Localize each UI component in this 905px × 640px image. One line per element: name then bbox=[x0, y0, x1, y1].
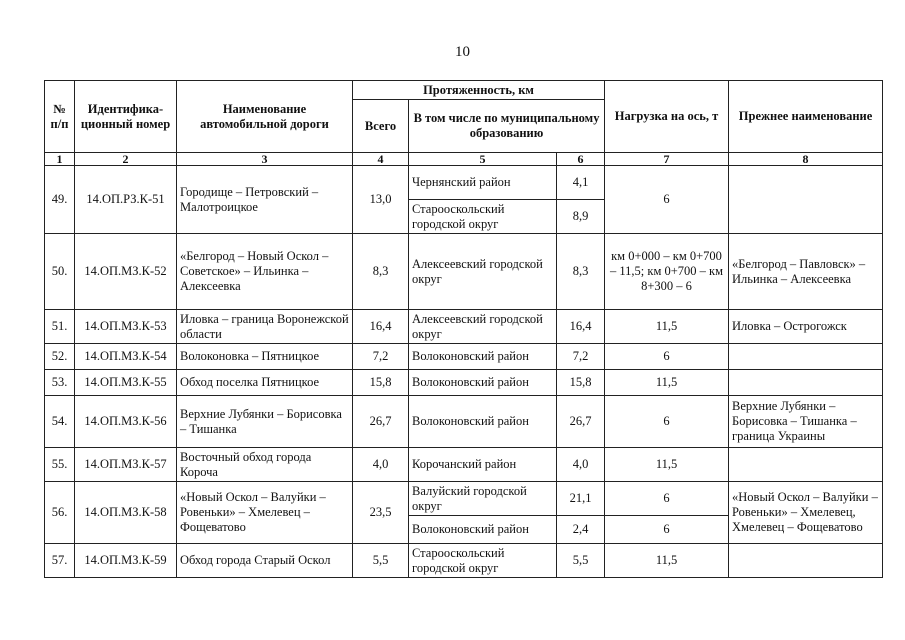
axle-load: 6 bbox=[605, 344, 729, 370]
page-number: 10 bbox=[455, 44, 470, 60]
row-num: 52. bbox=[45, 344, 75, 370]
road-id: 14.ОП.МЗ.К-59 bbox=[75, 544, 177, 578]
municipality: Корочанский район bbox=[409, 448, 557, 482]
municipality: Старооскольский городской округ bbox=[409, 200, 557, 234]
former-name: Верхние Лубянки – Борисовка – Тишанка – граница Украины bbox=[729, 396, 883, 448]
municipality: Чернянский район bbox=[409, 166, 557, 200]
row-num: 55. bbox=[45, 448, 75, 482]
column-number: 3 bbox=[177, 153, 353, 166]
table-row bbox=[45, 396, 883, 448]
header-total: Всего bbox=[353, 100, 409, 153]
column-number-row bbox=[45, 153, 883, 166]
former-name: «Новый Оскол – Валуйки – Ровеньки» – Хмелевец, Хмелевец – Фощеватово bbox=[729, 482, 883, 544]
column-number: 4 bbox=[353, 153, 409, 166]
table-row bbox=[45, 482, 883, 516]
former-name bbox=[729, 344, 883, 370]
municipality-km: 15,8 bbox=[557, 370, 605, 396]
table-row bbox=[45, 448, 883, 482]
municipality: Алексеевский городской округ bbox=[409, 234, 557, 310]
table-row bbox=[45, 544, 883, 578]
header-num: № п/п bbox=[45, 81, 75, 153]
table-row bbox=[45, 344, 883, 370]
length-total: 23,5 bbox=[353, 482, 409, 544]
header-id: Идентифика-ционный номер bbox=[75, 81, 177, 153]
municipality-km: 4,1 bbox=[557, 166, 605, 200]
road-name: «Новый Оскол – Валуйки – Ровеньки» – Хмелевец – Фощеватово bbox=[177, 482, 353, 544]
municipality-km: 2,4 bbox=[557, 516, 605, 544]
road-id: 14.ОП.МЗ.К-57 bbox=[75, 448, 177, 482]
row-num: 57. bbox=[45, 544, 75, 578]
former-name: Иловка – Острогожск bbox=[729, 310, 883, 344]
municipality: Волоконовский район bbox=[409, 344, 557, 370]
length-total: 15,8 bbox=[353, 370, 409, 396]
column-number: 1 bbox=[45, 153, 75, 166]
axle-load: 6 bbox=[605, 482, 729, 516]
length-total: 4,0 bbox=[353, 448, 409, 482]
road-id: 14.ОП.РЗ.К-51 bbox=[75, 166, 177, 234]
column-number: 8 bbox=[729, 153, 883, 166]
municipality-km: 8,3 bbox=[557, 234, 605, 310]
axle-load: 11,5 bbox=[605, 310, 729, 344]
header-load: Нагрузка на ось, т bbox=[605, 81, 729, 153]
municipality: Алексеевский городской округ bbox=[409, 310, 557, 344]
axle-load: 11,5 bbox=[605, 370, 729, 396]
municipality: Валуйский городской округ bbox=[409, 482, 557, 516]
length-total: 16,4 bbox=[353, 310, 409, 344]
road-name: Обход города Старый Оскол bbox=[177, 544, 353, 578]
municipality: Волоконовский район bbox=[409, 516, 557, 544]
former-name: «Белгород – Павловск» – Ильинка – Алексеевка bbox=[729, 234, 883, 310]
road-id: 14.ОП.МЗ.К-54 bbox=[75, 344, 177, 370]
municipality-km: 26,7 bbox=[557, 396, 605, 448]
header-municipal: В том числе по муниципальному образованию bbox=[409, 100, 605, 153]
former-name bbox=[729, 448, 883, 482]
road-name: Восточный обход города Короча bbox=[177, 448, 353, 482]
municipality: Волоконовский район bbox=[409, 396, 557, 448]
former-name bbox=[729, 166, 883, 234]
road-name: Верхние Лубянки – Борисовка – Тишанка bbox=[177, 396, 353, 448]
axle-load: км 0+000 – км 0+700 – 11,5; км 0+700 – км 8+300 – 6 bbox=[605, 234, 729, 310]
road-id: 14.ОП.МЗ.К-52 bbox=[75, 234, 177, 310]
row-num: 56. bbox=[45, 482, 75, 544]
road-id: 14.ОП.МЗ.К-53 bbox=[75, 310, 177, 344]
municipality: Волоконовский район bbox=[409, 370, 557, 396]
road-id: 14.ОП.МЗ.К-56 bbox=[75, 396, 177, 448]
table-row bbox=[45, 234, 883, 310]
road-name: Обход поселка Пятницкое bbox=[177, 370, 353, 396]
road-id: 14.ОП.МЗ.К-55 bbox=[75, 370, 177, 396]
length-total: 8,3 bbox=[353, 234, 409, 310]
row-num: 54. bbox=[45, 396, 75, 448]
road-name: «Белгород – Новый Оскол – Советское» – Ильинка – Алексеевка bbox=[177, 234, 353, 310]
column-number: 7 bbox=[605, 153, 729, 166]
municipality-km: 4,0 bbox=[557, 448, 605, 482]
road-name: Волоконовка – Пятницкое bbox=[177, 344, 353, 370]
axle-load: 11,5 bbox=[605, 544, 729, 578]
table-row bbox=[45, 166, 883, 200]
axle-load: 6 bbox=[605, 166, 729, 234]
row-num: 50. bbox=[45, 234, 75, 310]
column-number: 5 bbox=[409, 153, 557, 166]
header-former: Прежнее наименование bbox=[729, 81, 883, 153]
table-row bbox=[45, 310, 883, 344]
road-id: 14.ОП.МЗ.К-58 bbox=[75, 482, 177, 544]
column-number: 6 bbox=[557, 153, 605, 166]
road-name: Иловка – граница Воронежской области bbox=[177, 310, 353, 344]
row-num: 49. bbox=[45, 166, 75, 234]
header-length: Протяженность, км bbox=[353, 81, 605, 100]
axle-load: 6 bbox=[605, 396, 729, 448]
column-number: 2 bbox=[75, 153, 177, 166]
header-name: Наименование автомобильной дороги bbox=[177, 81, 353, 153]
municipality-km: 5,5 bbox=[557, 544, 605, 578]
header-row bbox=[45, 81, 883, 100]
municipality-km: 21,1 bbox=[557, 482, 605, 516]
road-name: Городище – Петровский – Малотроицкое bbox=[177, 166, 353, 234]
length-total: 7,2 bbox=[353, 344, 409, 370]
table-row bbox=[45, 370, 883, 396]
length-total: 26,7 bbox=[353, 396, 409, 448]
length-total: 5,5 bbox=[353, 544, 409, 578]
municipality-km: 16,4 bbox=[557, 310, 605, 344]
length-total: 13,0 bbox=[353, 166, 409, 234]
municipality-km: 7,2 bbox=[557, 344, 605, 370]
former-name bbox=[729, 370, 883, 396]
municipality-km: 8,9 bbox=[557, 200, 605, 234]
axle-load: 6 bbox=[605, 516, 729, 544]
axle-load: 11,5 bbox=[605, 448, 729, 482]
roads-table bbox=[44, 80, 883, 578]
row-num: 53. bbox=[45, 370, 75, 396]
former-name bbox=[729, 544, 883, 578]
row-num: 51. bbox=[45, 310, 75, 344]
municipality: Старооскольский городской округ bbox=[409, 544, 557, 578]
